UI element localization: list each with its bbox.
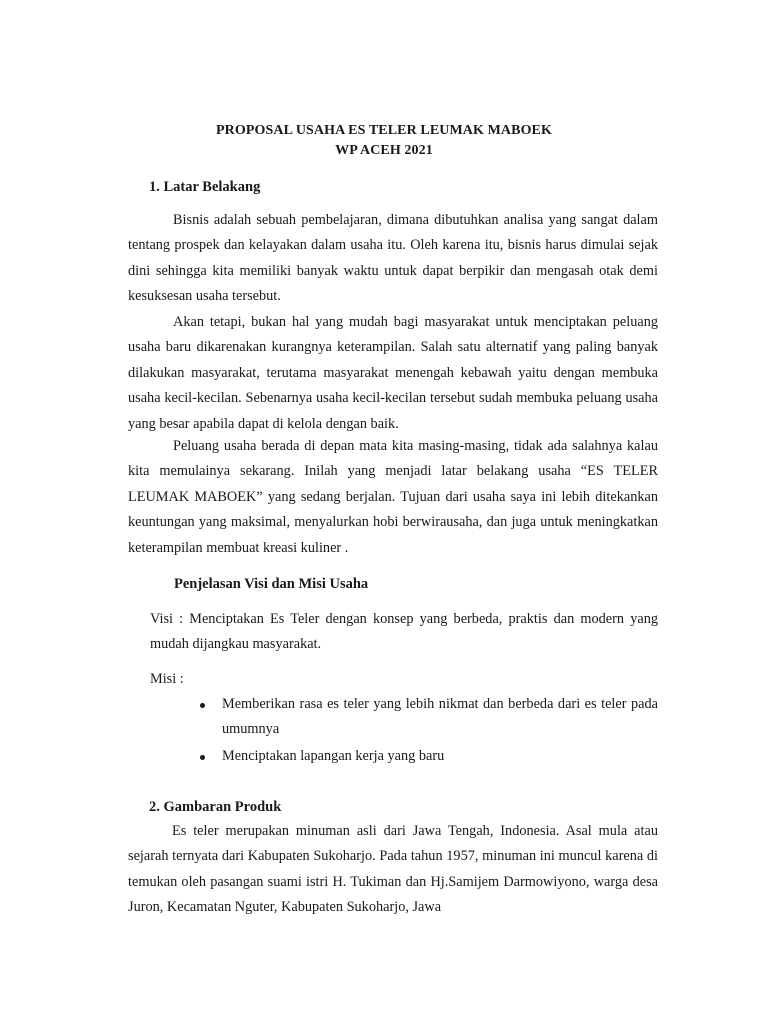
- paragraph-1: Bisnis adalah sebuah pembelajaran, dimana dibutuhkan analisa yang sangat dalam tentang prospek dan kelayakan dalam usaha itu. Oleh karena itu, bisnis harus dimulai sejak dini sehingga kita memiliki banyak waktu untuk dapat berpikir dan mengasah otak demi kesuksesan usaha tersebut.: [128, 212, 658, 305]
- bullet-icon: [200, 755, 205, 760]
- subheading-visi-misi: Penjelasan Visi dan Misi Usaha: [174, 576, 369, 592]
- paragraph-4: Es teler merupakan minuman asli dari Jawa Tengah, Indonesia. Asal mula atau sejarah ternyata dari Kabupaten Sukoharjo. Pada tahun 1957, minuman ini muncul karena di temukan oleh pasangan suami istri H. Tukiman dan Hj.Samijem Darmowiyono, warga desa Juron, Kecamatan Nguter, Kabupaten Sukoharjo, Jawa: [128, 823, 658, 916]
- paragraph-3: Peluang usaha berada di depan mata kita masing-masing, tidak ada salahnya kalau kita memulainya sekarang. Inilah yang menjadi latar belakang usaha “ES TELER LEUMAK MABOEK” yang sedang berjalan. Tujuan dari usaha saya ini lebih ditekankan keuntungan yang maksimal, menyalurkan hobi berwirausaha, dan juga untuk meningkatkan keterampilan membuat kreasi kuliner .: [128, 438, 658, 556]
- bullet-icon: [200, 703, 205, 708]
- misi-label: Misi :: [150, 671, 184, 687]
- paragraph-2: Akan tetapi, bukan hal yang mudah bagi masyarakat untuk menciptakan peluang usaha baru dikarenakan kurangnya keterampilan. Salah satu alternatif yang paling banyak dilakukan masyarakat, terutama masyarakat menengah kebawah yaitu dengan membuka usaha kecil-kecilan. Sebenarnya usaha kecil-kecilan tersebut sudah membuka peluang usaha yang besar apabila dapat di kelola dengan baik.: [128, 314, 658, 432]
- document-title: PROPOSAL USAHA ES TELER LEUMAK MABOEK: [215, 123, 552, 138]
- document-subtitle: WP ACEH 2021: [335, 143, 433, 158]
- misi-item-1: Memberikan rasa es teler yang lebih nikmat dan berbeda dari es teler pada umumnya: [222, 696, 658, 738]
- visi-text: Visi : Menciptakan Es Teler dengan konsep yang berbeda, praktis dan modern yang mudah dijangkau masyarakat.: [150, 611, 658, 653]
- section-heading-latar-belakang: 1. Latar Belakang: [149, 179, 261, 195]
- section-heading-gambaran-produk: 2. Gambaran Produk: [149, 799, 282, 815]
- misi-item-2: Menciptakan lapangan kerja yang baru: [222, 748, 445, 764]
